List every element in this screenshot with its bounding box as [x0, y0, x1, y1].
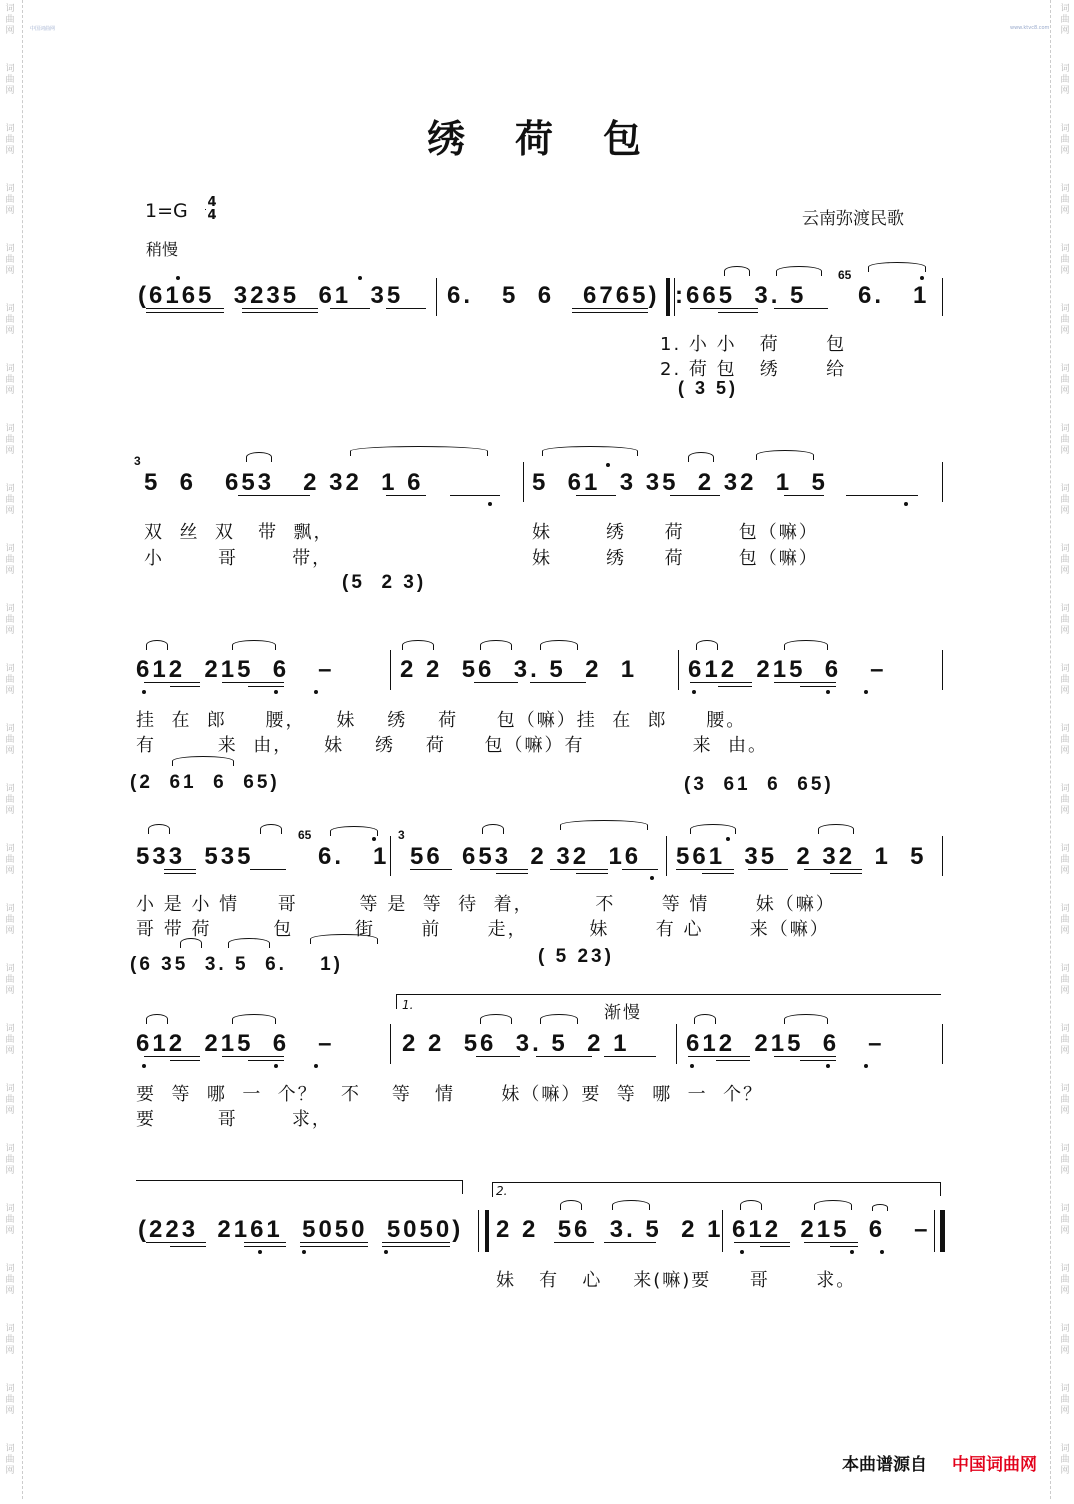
volta-bracket-1 [396, 994, 941, 1009]
watermark-text: 词 曲 网 [1060, 424, 1070, 456]
s4-lyric-verse1: 小 是 小 情 哥 等 是 等 待 着， 不 等 情 妹（嘛） [136, 894, 836, 915]
s1-lyric-verse1: 1. 小 小 荷 包 [660, 334, 847, 355]
top-small-left: 中国词曲网 [30, 26, 56, 32]
watermark-text: 词 曲 网 [1060, 184, 1070, 216]
watermark-text: 词 曲 网 [5, 1204, 15, 1236]
top-small-right: www.ktvc8.com [1010, 25, 1050, 31]
final-barline-thin [934, 1210, 935, 1252]
watermark-text: 词 曲 网 [5, 844, 15, 876]
watermark-text: 词 曲 网 [1060, 484, 1070, 516]
watermark-text: 词 曲 网 [5, 964, 15, 996]
time-signature [205, 196, 219, 222]
watermark-text: 词 曲 网 [1060, 1264, 1070, 1296]
watermark-text: 词 曲 网 [1060, 304, 1070, 336]
watermark-text: 词 曲 网 [5, 124, 15, 156]
footer-source-label: 本曲谱源自 [842, 1455, 927, 1475]
final-barline [940, 1210, 945, 1252]
right-border [1050, 0, 1051, 1499]
s5-measure-3: 612 215 6 – [686, 1030, 885, 1057]
repeat-end-barline-thin [478, 1210, 479, 1252]
key-signature: 1=G [145, 200, 188, 222]
s1-measure-3b: 6. 1 [858, 282, 930, 309]
time-sig-top: 4 [207, 195, 217, 210]
time-sig-bottom: 4 [207, 208, 217, 223]
watermark-text: 词 曲 网 [1060, 64, 1070, 96]
watermark-text: 词 曲 网 [1060, 4, 1070, 36]
repeat-end-barline [485, 1210, 489, 1252]
s3-measure-3: 612 215 6 – [688, 656, 887, 683]
watermark-text: 词 曲 网 [5, 1084, 15, 1116]
s6-interlude: (223 2161 5050 5050) [138, 1216, 464, 1243]
s2-measure-2: 5 61 3 35 2 32 1 5 [532, 469, 828, 496]
barline [678, 650, 679, 690]
tempo-change: 渐慢 [604, 1003, 642, 1023]
watermark-text: 词 曲 网 [1060, 664, 1070, 696]
barline [942, 278, 943, 316]
barline [436, 278, 437, 316]
watermark-left [3, 0, 17, 1504]
s2-measure-1: 5 6 653 2 32 1 6 [144, 469, 424, 496]
watermark-text: 词 曲 网 [5, 1264, 15, 1296]
watermark-text: 词 曲 网 [5, 244, 15, 276]
s3-measure-2: 2 2 56 3. 5 2 1 [400, 656, 638, 683]
watermark-text: 词 曲 网 [5, 1444, 15, 1476]
s3-lyric-verse2: 有 来 由， 妹 绣 荷 包（嘛）有 来 由。 [136, 735, 769, 756]
composer: 云南弥渡民歌 [802, 209, 904, 229]
footer-site-link[interactable]: 中国词曲网 [952, 1455, 1037, 1475]
barline [942, 1024, 943, 1064]
page-title: 绣 荷 包 [426, 116, 647, 161]
watermark-text: 词 曲 网 [5, 604, 15, 636]
s4-lyric-verse2: 哥 带 荷 包 街 前 走， 妹 有 心 来（嘛） [136, 919, 830, 940]
s4-measure-2: 56 653 2 32 16 [410, 843, 642, 870]
barline [390, 1024, 391, 1064]
repeat-barline [666, 278, 670, 316]
watermark-text: 词 曲 网 [5, 424, 15, 456]
barline [390, 650, 391, 690]
watermark-text: 词 曲 网 [1060, 1084, 1070, 1116]
s6-lyric: 妹 有 心 来(嘛)要 哥 求。 [496, 1270, 857, 1291]
s5-lyric-verse1: 要 等 哪 一 个？ 不 等 情 妹（嘛）要 等 哪 一 个？ [136, 1084, 764, 1105]
watermark-text: 词 曲 网 [1060, 724, 1070, 756]
watermark-text: 词 曲 网 [5, 184, 15, 216]
volta-label-2: 2. [496, 1184, 508, 1198]
s5-lyric-verse2: 要 哥 求， [136, 1109, 332, 1130]
barline [523, 462, 524, 502]
s3-alt-notes-1: (2 61 6 65) [130, 772, 280, 793]
tempo-marking: 稍慢 [146, 240, 179, 259]
s4-measure-1b: 6. 1 [318, 843, 390, 870]
watermark-text: 词 曲 网 [5, 364, 15, 396]
watermark-text: 词 曲 网 [1060, 244, 1070, 276]
watermark-text: 词 曲 网 [1060, 964, 1070, 996]
watermark-text: 词 曲 网 [1060, 1024, 1070, 1056]
s6-measure-2: 612 215 6 – [732, 1216, 931, 1243]
barline [666, 836, 667, 876]
watermark-text: 词 曲 网 [5, 904, 15, 936]
watermark-text: 词 曲 网 [1060, 1384, 1070, 1416]
watermark-text: 词 曲 网 [1060, 844, 1070, 876]
grace-notes: 65 [838, 268, 852, 282]
s1-lyric-verse2: 2. 荷 包 绣 给 [660, 359, 847, 380]
grace-notes-2: 3 [398, 828, 405, 842]
s2-lyric-verse1-a: 双 丝 双 带 飘， [144, 522, 334, 543]
s2-lyric-verse1-b: 妹 绣 荷 包（嘛） [532, 522, 819, 543]
s5-measure-2: 2 2 56 3. 5 2 1 [402, 1030, 630, 1057]
watermark-text: 词 曲 网 [5, 724, 15, 756]
barline [942, 650, 943, 690]
barline [676, 1024, 677, 1064]
watermark-text: 词 曲 网 [1060, 1324, 1070, 1356]
watermark-text: 词 曲 网 [5, 1144, 15, 1176]
barline [722, 1210, 723, 1252]
s4-measure-1: 533 535 [136, 843, 254, 870]
watermark-text: 词 曲 网 [1060, 784, 1070, 816]
watermark-text: 词 曲 网 [5, 1324, 15, 1356]
watermark-text: 词 曲 网 [5, 1384, 15, 1416]
watermark-text: 词 曲 网 [1060, 1144, 1070, 1176]
watermark-text: 词 曲 网 [1060, 604, 1070, 636]
s3-alt-notes-2: (3 61 6 65) [684, 774, 834, 795]
watermark-text: 词 曲 网 [5, 4, 15, 36]
watermark-right [1058, 0, 1072, 1504]
s2-lyric-verse2-b: 妹 绣 荷 包（嘛） [532, 548, 819, 569]
s1-measure-3: :665 3. 5 [675, 282, 807, 309]
s3-measure-1: 612 215 6 – [136, 656, 335, 683]
left-border [22, 0, 23, 1499]
watermark-text: 词 曲 网 [5, 544, 15, 576]
watermark-text: 词 曲 网 [1060, 124, 1070, 156]
s6-measure-1: 2 2 56 3. 5 2 1 [496, 1216, 724, 1243]
watermark-text: 词 曲 网 [5, 664, 15, 696]
watermark-text: 词 曲 网 [5, 784, 15, 816]
s3-lyric-verse1: 挂 在 郎 腰， 妹 绣 荷 包（嘛）挂 在 郎 腰。 [136, 710, 747, 731]
s2-alt-notes: (5 2 3) [342, 572, 427, 593]
watermark-text: 词 曲 网 [1060, 544, 1070, 576]
watermark-text: 词 曲 网 [5, 64, 15, 96]
s4-measure-3: 561 35 2 32 1 5 [676, 843, 927, 870]
volta-label-1: 1. [402, 998, 414, 1012]
s1-alt-notes: ( 3 5) [678, 378, 739, 398]
watermark-text: 词 曲 网 [1060, 1204, 1070, 1236]
grace-notes: 3 [134, 454, 141, 468]
s4-alt-notes-1: (6 35 3. 5 6. 1) [130, 954, 343, 975]
watermark-text: 词 曲 网 [1060, 364, 1070, 396]
barline [942, 462, 943, 502]
s5-measure-1: 612 215 6 – [136, 1030, 335, 1057]
watermark-text: 词 曲 网 [5, 1024, 15, 1056]
barline [390, 836, 391, 876]
s4-alt-notes-2: ( 5 23) [538, 946, 614, 967]
watermark-text: 词 曲 网 [5, 304, 15, 336]
watermark-text: 词 曲 网 [1060, 904, 1070, 936]
barline [942, 836, 943, 876]
watermark-text: 词 曲 网 [5, 484, 15, 516]
s1-measure-1: (6165 3235 61 35 [138, 282, 404, 309]
volta-bracket-2 [492, 1182, 941, 1197]
s1-measure-2: 6. 5 6 6765) [447, 282, 660, 309]
grace-notes-1: 65 [298, 828, 312, 842]
watermark-text: 词 曲 网 [1060, 1444, 1070, 1476]
s2-lyric-verse2-a: 小 哥 带， [144, 548, 333, 569]
